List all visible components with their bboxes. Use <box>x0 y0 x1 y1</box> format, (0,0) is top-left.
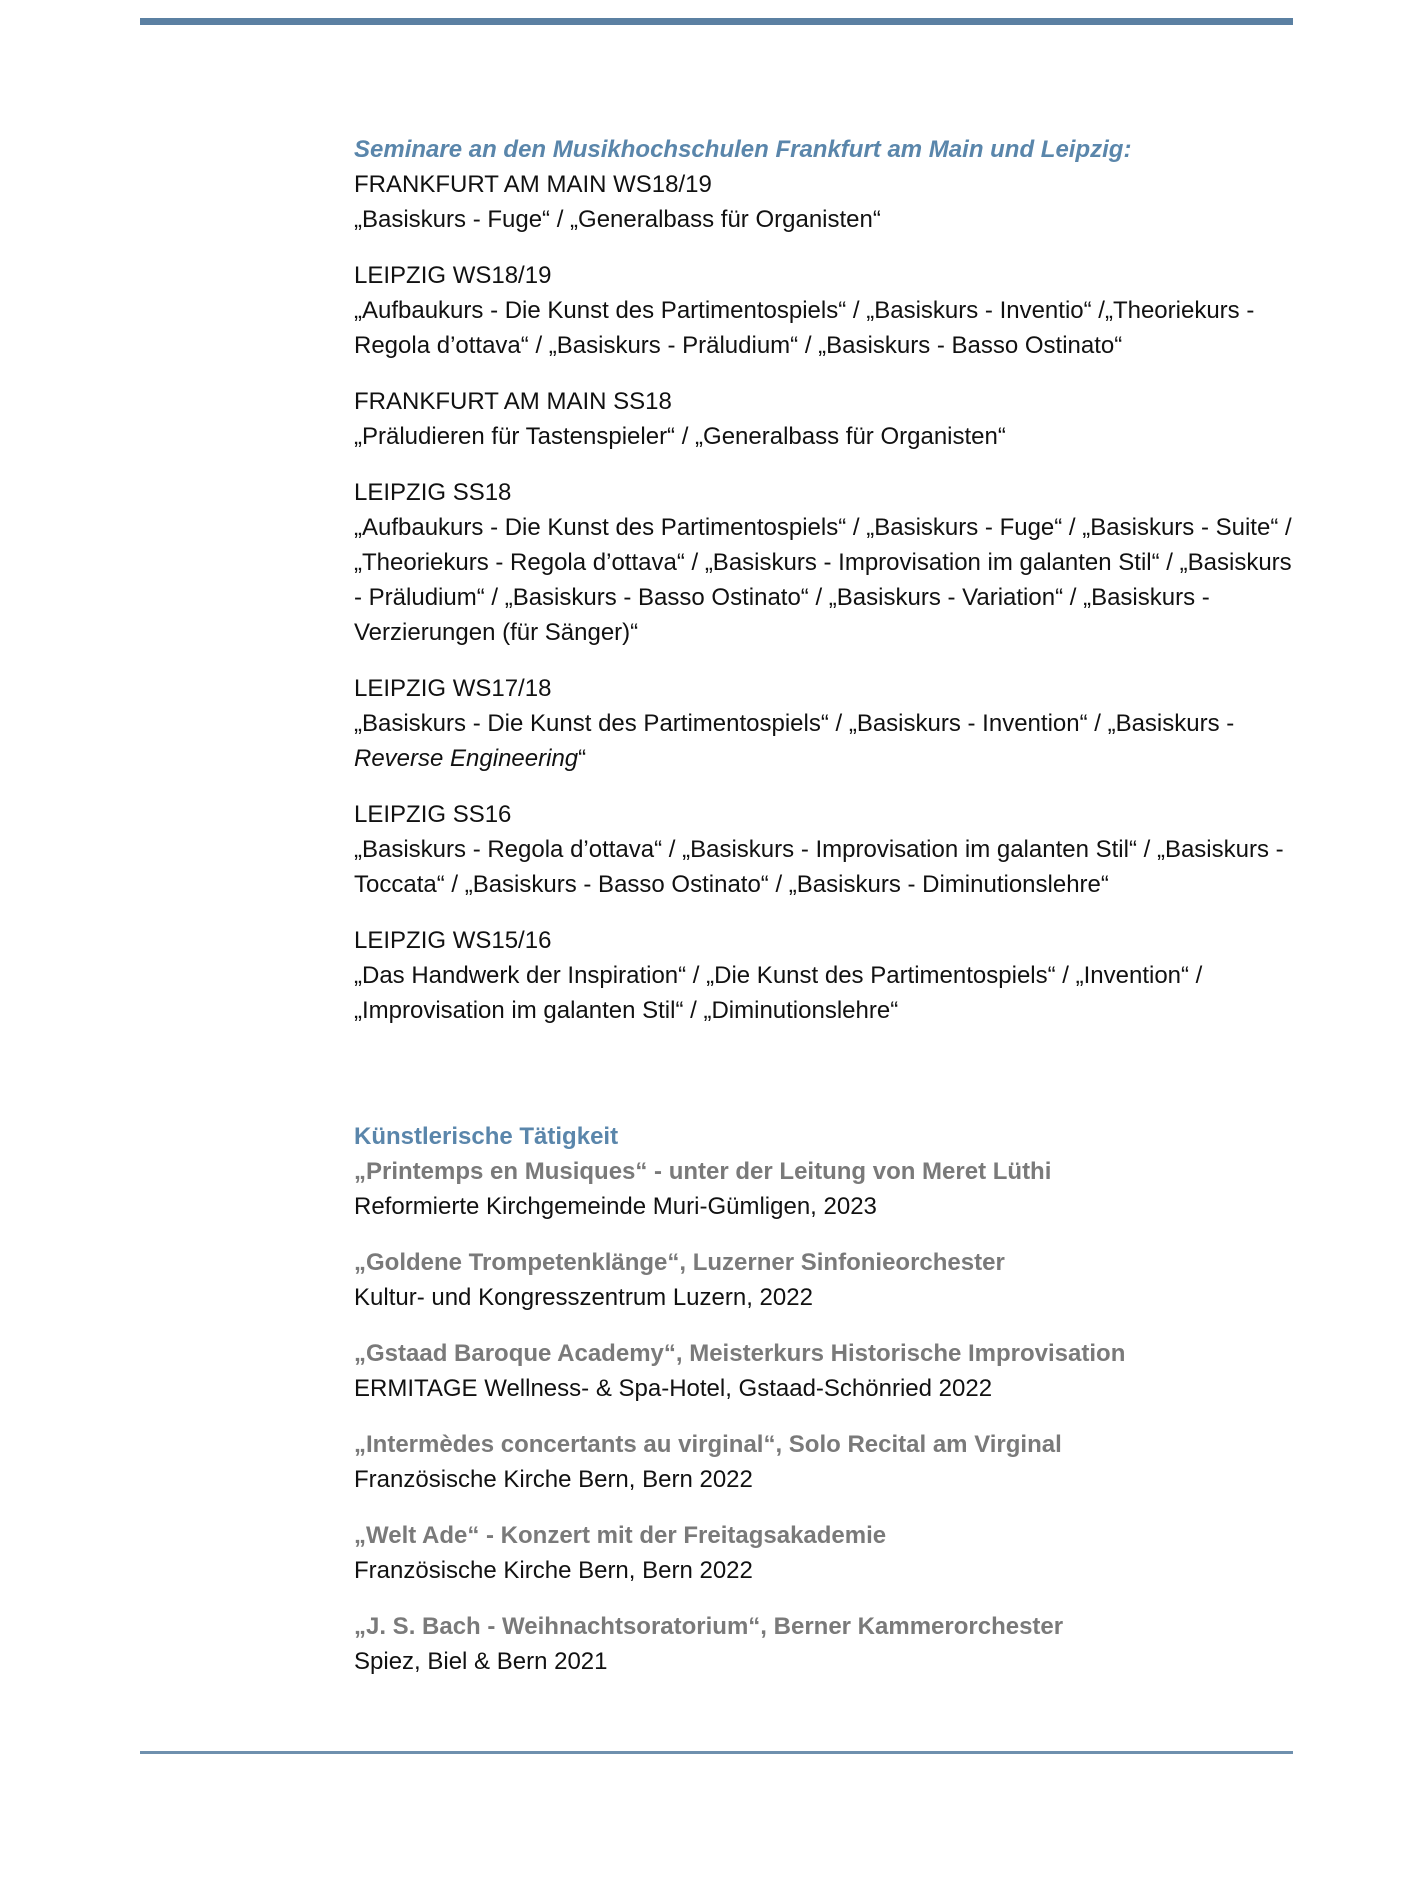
activity-entry <box>354 1336 1304 1406</box>
seminar-entry-courses: „Aufbaukurs - Die Kunst des Partimentospiels“ / „Basiskurs - Fuge“ / „Basiskurs - Suite“ / „Theoriekurs - Regola d’ottava“ / „Basiskurs - Improvisation im galanten Stil“ / „Basiskurs - Präludium“ / „Basiskurs - Basso Ostinato“ / „Basiskurs - Variation“ / „Basiskurs - Verzierungen (für Sänger)“ <box>354 514 1292 646</box>
activity-place: Reformierte Kirchgemeinde Muri-Gümligen, 2023 <box>354 1193 877 1220</box>
seminars-heading: Seminare an den Musikhochschulen Frankfurt am Main und Leipzig: <box>354 136 1132 163</box>
artistic-heading: Künstlerische Tätigkeit <box>354 1123 619 1150</box>
activity-place: Französische Kirche Bern, Bern 2022 <box>354 1466 753 1493</box>
document-content <box>354 132 1304 1700</box>
top-rule <box>140 18 1293 25</box>
seminar-entry <box>354 475 1304 650</box>
seminar-entry <box>354 167 1304 237</box>
activity-entry <box>354 1154 1304 1224</box>
activity-title: „Intermèdes concertants au virginal“, Solo Recital am Virginal <box>354 1431 1062 1458</box>
seminar-entry-title: LEIPZIG SS18 <box>354 479 512 506</box>
activity-entry <box>354 1518 1304 1588</box>
seminar-entry-title: FRANKFURT AM MAIN SS18 <box>354 388 672 415</box>
activity-entry <box>354 1245 1304 1315</box>
seminar-entry-courses: „Das Handwerk der Inspiration“ / „Die Kunst des Partimentospiels“ / „Invention“ / „Improvisation im galanten Stil“ / „Diminutionslehre“ <box>354 962 1203 1024</box>
seminar-entry-courses-text: „Basiskurs - Die Kunst des Partimentospiels“ / „Basiskurs - Invention“ / „Basiskurs - <box>354 710 1235 737</box>
activity-place: Spiez, Biel & Bern 2021 <box>354 1648 608 1675</box>
seminar-entry <box>354 258 1304 363</box>
seminar-entry <box>354 797 1304 902</box>
seminar-entry-title: FRANKFURT AM MAIN WS18/19 <box>354 171 712 198</box>
seminar-entry-courses-end: “ <box>578 745 587 772</box>
activity-title: „Gstaad Baroque Academy“, Meisterkurs Historische Improvisation <box>354 1340 1126 1367</box>
seminar-entry-title: LEIPZIG WS17/18 <box>354 675 552 702</box>
seminar-entry-courses: „Basiskurs - Fuge“ / „Generalbass für Organisten“ <box>354 206 881 233</box>
activity-title: „Welt Ade“ - Konzert mit der Freitagsakademie <box>354 1522 887 1549</box>
seminar-entry <box>354 923 1304 1028</box>
seminar-entry-courses <box>354 706 1304 776</box>
seminar-entry-courses: „Basiskurs - Regola d’ottava“ / „Basiskurs - Improvisation im galanten Stil“ / „Basiskurs - Toccata“ / „Basiskurs - Basso Ostinato“ / „Basiskurs - Diminutionslehre“ <box>354 836 1284 898</box>
activity-title: „Goldene Trompetenklänge“, Luzerner Sinfonieorchester <box>354 1249 1005 1276</box>
section-spacer <box>354 1049 1304 1119</box>
seminar-entry <box>354 671 1304 776</box>
activity-entry <box>354 1427 1304 1497</box>
seminar-entry-courses-italic: Reverse Engineering <box>354 745 579 772</box>
seminar-entry-courses: „Aufbaukurs - Die Kunst des Partimentospiels“ / „Basiskurs - Inventio“ /„Theoriekurs - Regola d’ottava“ / „Basiskurs - Präludium“ / „Basiskurs - Basso Ostinato“ <box>354 297 1255 359</box>
activity-place: Französische Kirche Bern, Bern 2022 <box>354 1557 753 1584</box>
bottom-rule <box>140 1751 1293 1754</box>
activity-title: „J. S. Bach - Weihnachtsoratorium“, Berner Kammerorchester <box>354 1613 1064 1640</box>
activity-title: „Printemps en Musiques“ - unter der Leitung von Meret Lüthi <box>354 1158 1052 1185</box>
seminar-entry-title: LEIPZIG WS18/19 <box>354 262 552 289</box>
activity-place: Kultur- und Kongresszentrum Luzern, 2022 <box>354 1284 813 1311</box>
activity-place: ERMITAGE Wellness- & Spa-Hotel, Gstaad-Schönried 2022 <box>354 1375 993 1402</box>
seminar-entry-title: LEIPZIG WS15/16 <box>354 927 552 954</box>
seminar-entry-courses: „Präludieren für Tastenspieler“ / „Generalbass für Organisten“ <box>354 423 1006 450</box>
seminar-entry-title: LEIPZIG SS16 <box>354 801 512 828</box>
activity-entry <box>354 1609 1304 1679</box>
seminar-entry <box>354 384 1304 454</box>
